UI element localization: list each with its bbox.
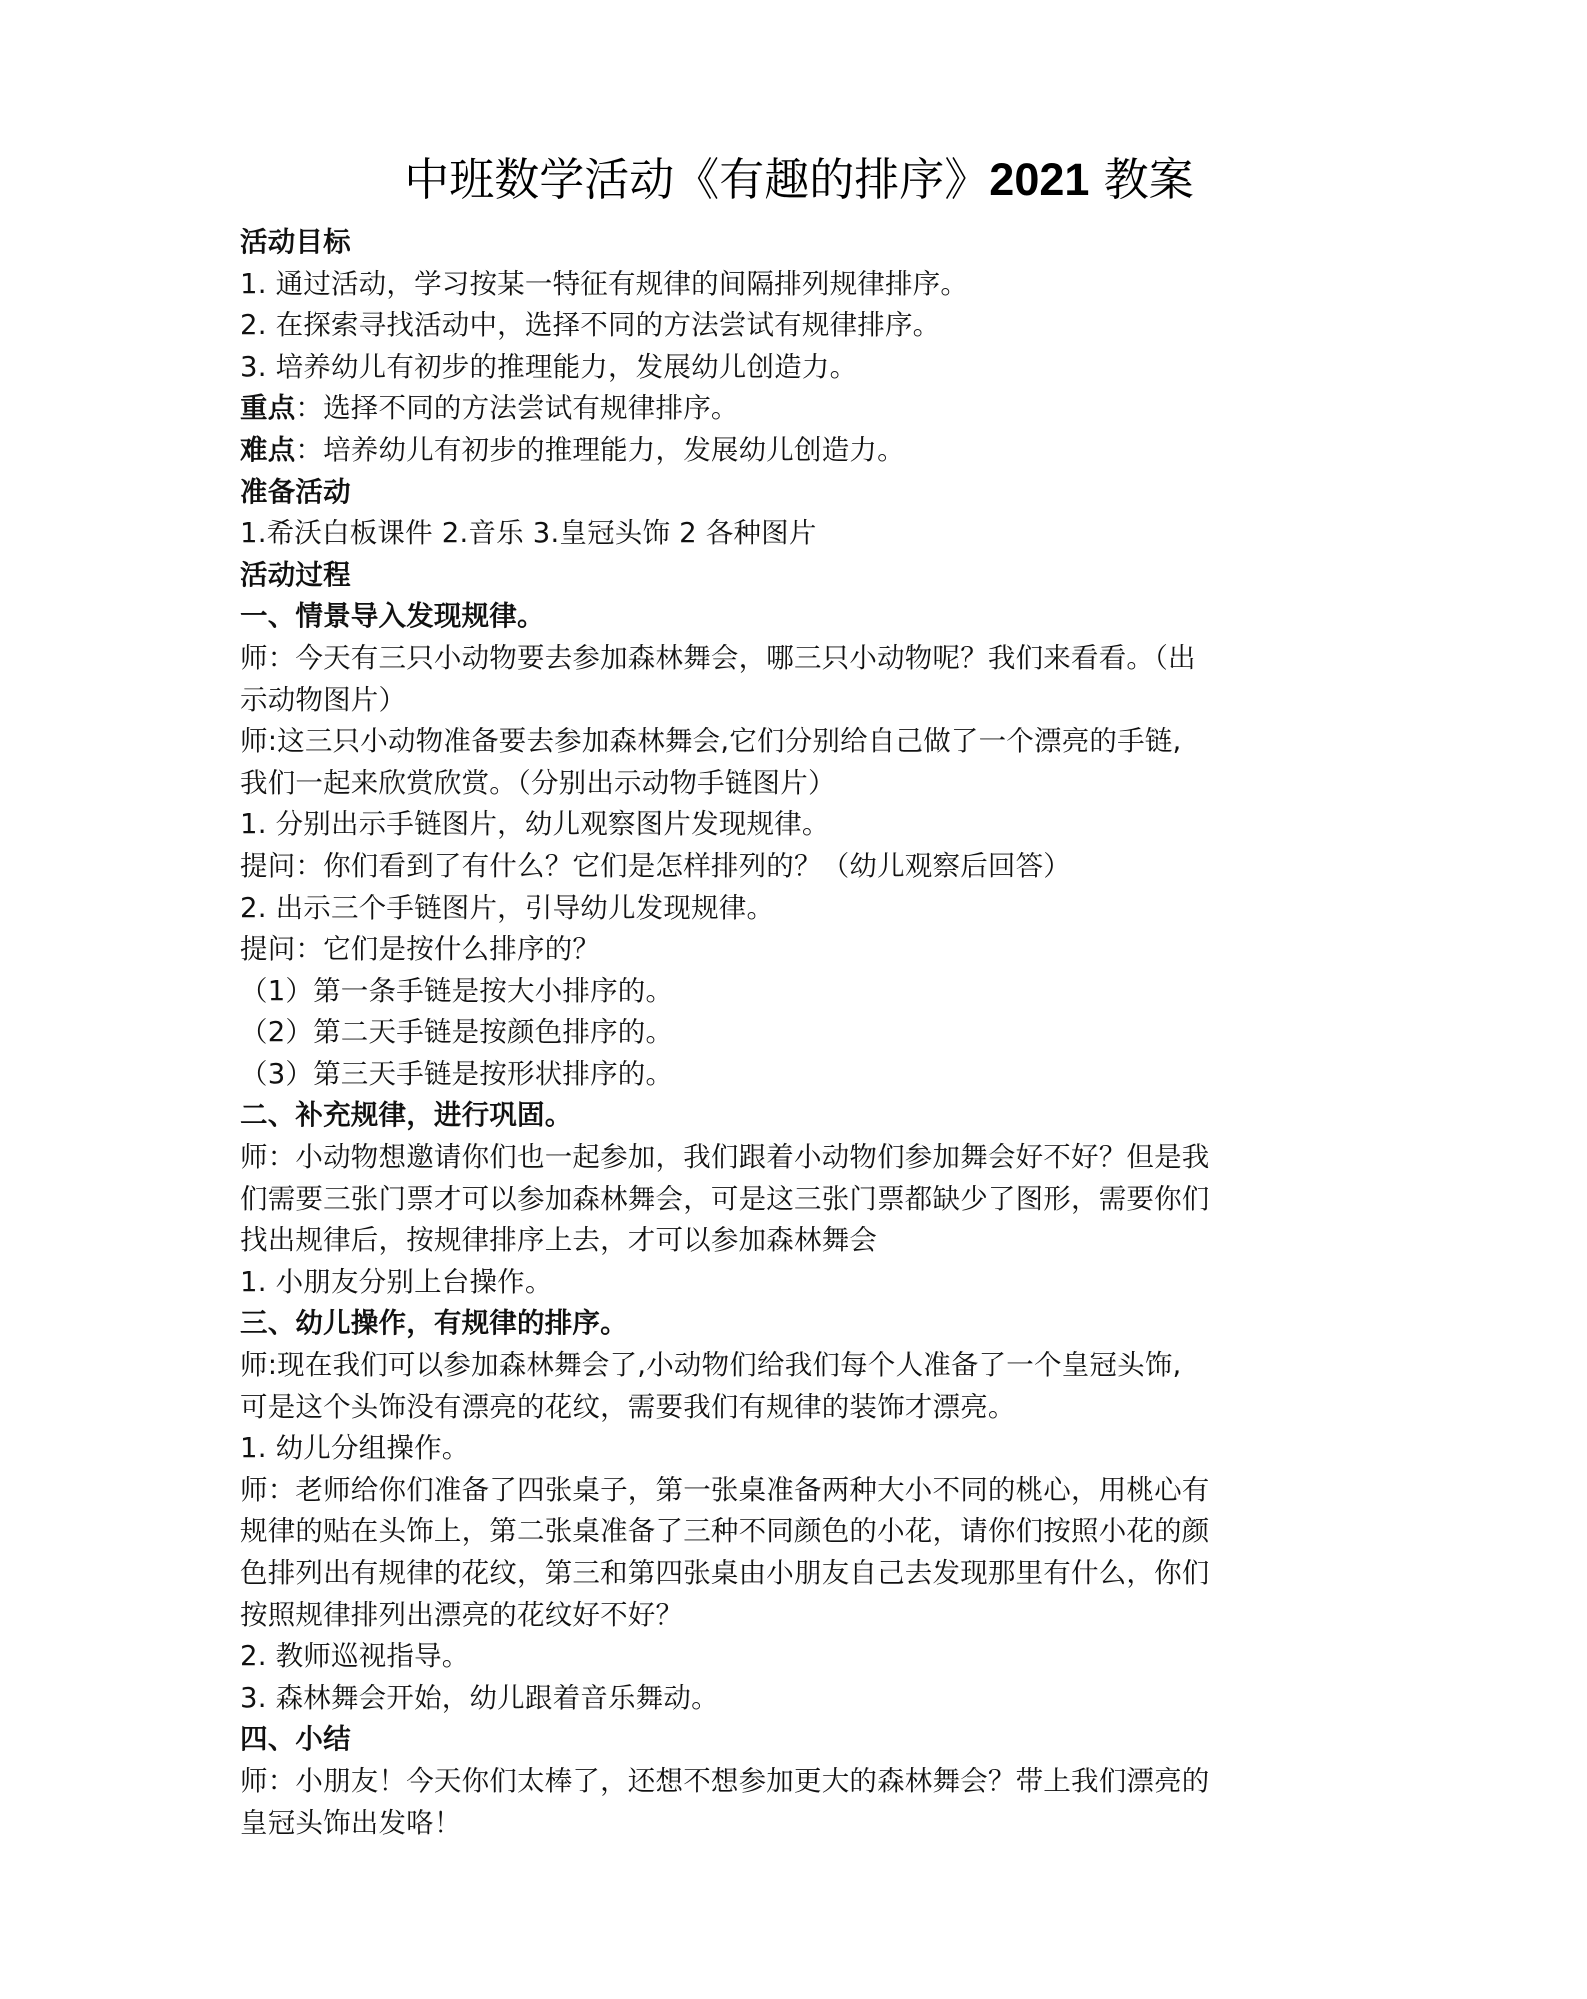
part2-heading: 二、补充规律，进行巩固。 <box>240 1099 573 1132</box>
document-title <box>240 150 1358 210</box>
paragraph-line: 我们一起来欣赏欣赏。（分别出示动物手链图片） <box>240 766 836 799</box>
goals-heading: 活动目标 <box>240 226 351 258</box>
title-year: 2021 <box>989 154 1090 205</box>
paragraph-line: 皇冠头饰出发咯！ <box>240 1806 462 1839</box>
goal-item: 3. 培养幼儿有初步的推理能力，发展幼儿创造力。 <box>240 350 858 383</box>
paragraph-line: 们需要三张门票才可以参加森林舞会，可是这三张门票都缺少了图形，需要你们 <box>240 1182 1210 1215</box>
paragraph-line: 3. 森林舞会开始，幼儿跟着音乐舞动。 <box>240 1681 719 1714</box>
paragraph-line: 师:这三只小动物准备要去参加森林舞会,它们分别给自己做了一个漂亮的手链, <box>240 725 1182 758</box>
paragraph-line: 师:现在我们可以参加森林舞会了,小动物们给我们每个人准备了一个皇冠头饰, <box>240 1349 1182 1382</box>
paragraph-line: 1. 幼儿分组操作。 <box>240 1432 470 1465</box>
paragraph-line: 1. 分别出示手链图片，幼儿观察图片发现规律。 <box>240 808 830 841</box>
paragraph-line: 师：小朋友！今天你们太棒了，还想不想参加更大的森林舞会？带上我们漂亮的 <box>240 1764 1210 1797</box>
part1-heading: 一、情景导入发现规律。 <box>240 600 545 633</box>
goal-item: 1. 通过活动，学习按某一特征有规律的间隔排列规律排序。 <box>240 267 969 300</box>
paragraph-line: （3）第三天手链是按形状排序的。 <box>240 1057 674 1090</box>
title-prefix: 中班数学活动《有趣的排序》 <box>404 153 990 206</box>
paragraph-line: 2. 出示三个手链图片，引导幼儿发现规律。 <box>240 891 775 924</box>
process-heading: 活动过程 <box>240 558 351 591</box>
paragraph-line: （1）第一条手链是按大小排序的。 <box>240 974 674 1007</box>
paragraph-line: 示动物图片） <box>240 683 407 716</box>
paragraph-line: 规律的贴在头饰上，第二张桌准备了三种不同颜色的小花，请你们按照小花的颜 <box>240 1515 1210 1548</box>
document-body <box>240 222 1358 1844</box>
paragraph-line: 师：今天有三只小动物要去参加森林舞会，哪三只小动物呢？我们来看看。（出 <box>240 641 1196 674</box>
difficulty-text: ：培养幼儿有初步的推理能力，发展幼儿创造力。 <box>295 433 905 466</box>
paragraph-line: 提问：你们看到了有什么？它们是怎样排列的？（幼儿观察后回答） <box>240 849 1071 882</box>
key-point-label: 重点 <box>240 392 296 425</box>
paragraph-line: 按照规律排列出漂亮的花纹好不好？ <box>240 1598 684 1631</box>
paragraph-line: （2）第二天手链是按颜色排序的。 <box>240 1016 674 1049</box>
prep-items: 1.希沃白板课件 2.音乐 3.皇冠头饰 2 各种图片 <box>240 517 817 550</box>
paragraph-line: 1. 小朋友分别上台操作。 <box>240 1265 553 1298</box>
key-point-text: ：选择不同的方法尝试有规律排序。 <box>295 392 739 425</box>
paragraph-line: 找出规律后，按规律排序上去，才可以参加森林舞会 <box>240 1224 878 1257</box>
paragraph-line: 2. 教师巡视指导。 <box>240 1640 470 1673</box>
prep-heading: 准备活动 <box>240 475 351 508</box>
paragraph-line: 师：老师给你们准备了四张桌子，第一张桌准备两种大小不同的桃心，用桃心有 <box>240 1473 1210 1506</box>
key-point <box>240 388 1358 430</box>
paragraph-line: 色排列出有规律的花纹，第三和第四张桌由小朋友自己去发现那里有什么，你们 <box>240 1557 1210 1589</box>
paragraph-line: 可是这个头饰没有漂亮的花纹，需要我们有规律的装饰才漂亮。 <box>240 1390 1016 1423</box>
part4-heading: 四、小结 <box>240 1723 351 1756</box>
difficulty-point <box>240 430 1358 472</box>
part3-heading: 三、幼儿操作，有规律的排序。 <box>240 1307 628 1340</box>
paragraph-line: 提问：它们是按什么排序的？ <box>240 933 601 966</box>
title-suffix: 教案 <box>1089 153 1194 206</box>
difficulty-label: 难点 <box>240 433 296 466</box>
paragraph-line: 师：小动物想邀请你们也一起参加，我们跟着小动物们参加舞会好不好？但是我 <box>240 1141 1210 1174</box>
goal-item: 2. 在探索寻找活动中，选择不同的方法尝试有规律排序。 <box>240 309 941 342</box>
